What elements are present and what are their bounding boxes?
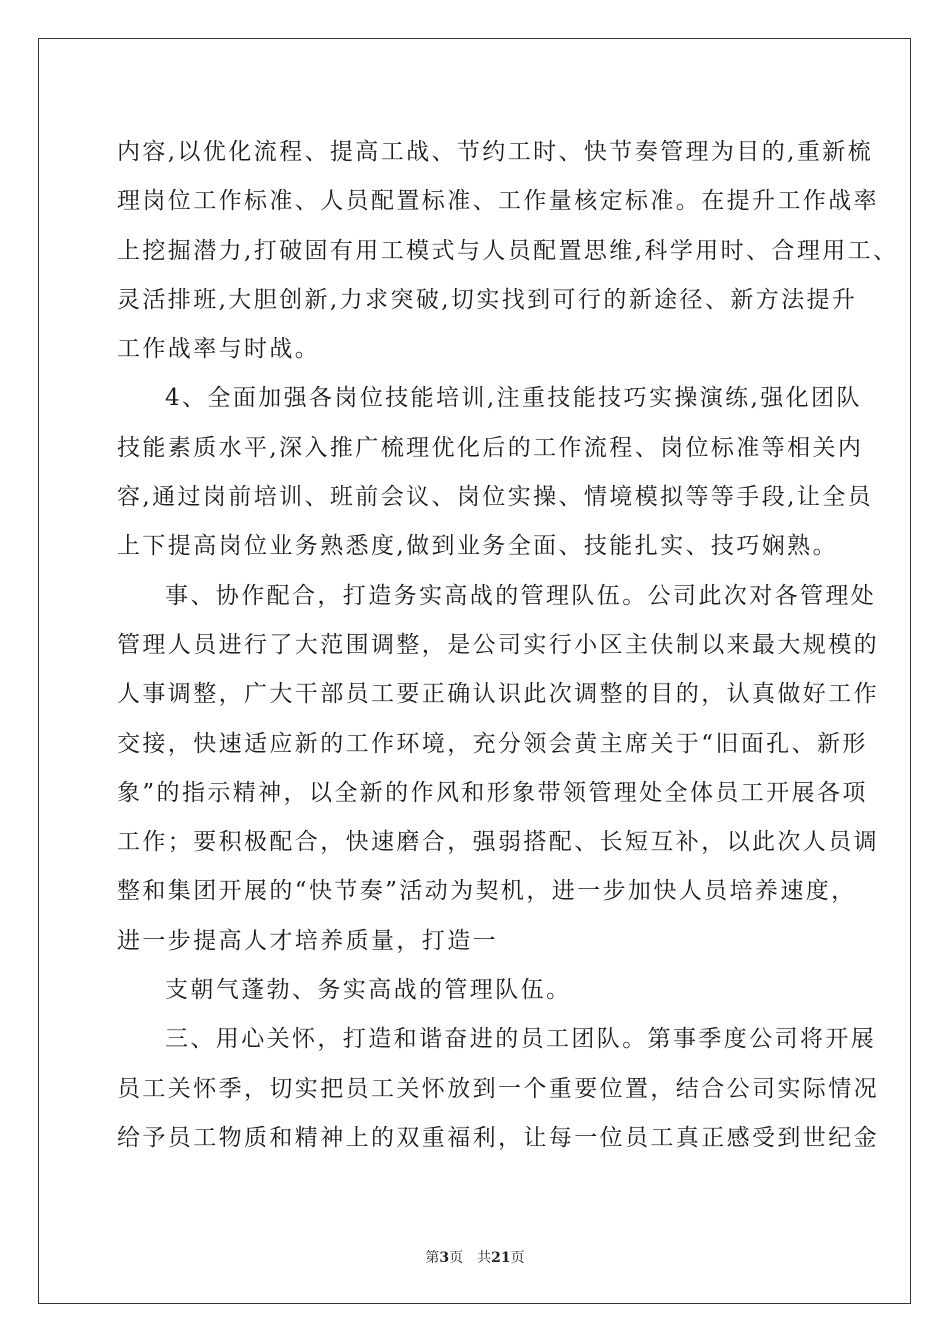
body-line-11: 管理人员进行了大范围调整，是公司实行小区主伕制以来最大规模的 xyxy=(117,631,879,658)
body-line-12: 人事调整，广大干部员工要正确认识此次调整的目的，认真做好工作 xyxy=(117,681,879,708)
body-line-4: 灵活排班,大胆创新,力求突破,切实找到可行的新途径、新方法提升 xyxy=(117,286,858,313)
body-line-7: 技能素质水平,深入推广梳理优化后的工作流程、岗位标准等相关内 xyxy=(117,434,864,461)
body-line-9: 上下提高岗位业务熟悉度,做到业务全面、技能扎实、技巧娴熟。 xyxy=(117,533,838,560)
footer-total-prefix: 共 xyxy=(477,1250,492,1266)
body-line-3: 上挖掘潜力,打破固有用工模式与人员配置思维,科学用时、合理用工、 xyxy=(117,237,899,264)
body-line-1: 内容,以优化流程、提高工战、节约工时、快节奏管理为目的,重新梳 xyxy=(117,139,874,165)
body-line-5: 工作战率与时战。 xyxy=(117,336,321,363)
footer-total-suffix: 页 xyxy=(510,1250,525,1266)
body-line-13: 交接，快速适应新的工作环境，充分领会黄主席关于“旧面孔、新形 xyxy=(117,730,868,757)
footer-page-current: 3 xyxy=(439,1250,450,1266)
document-body xyxy=(117,128,899,1163)
footer-page-prefix: 第 xyxy=(425,1250,440,1266)
body-line-17: 进一步提高人才培养质量，打造一 xyxy=(117,927,498,954)
body-line-15: 工作；要积极配合，快速磨合，强弱搭配、长短互补，以此次人员调 xyxy=(117,829,879,856)
footer-page-total: 21 xyxy=(491,1250,511,1266)
body-line-8: 容,通过岗前培训、班前会议、岗位实操、情境模拟等等手段,让全员 xyxy=(117,484,874,511)
body-line-19: 三、用心关怀，打造和谐奋进的员工团队。第事季度公司将开展 xyxy=(165,1026,877,1053)
body-line-20: 员工关怀季，切实把员工关怀放到一个重要位置，结合公司实际情况 xyxy=(117,1075,879,1102)
body-line-18: 支朝气蓬勃、务实高战的管理队伍。 xyxy=(165,977,572,1004)
footer-page-suffix: 页 xyxy=(449,1250,464,1266)
body-line-21: 给予员工物质和精神上的双重福利，让每一位员工真正感受到世纪金 xyxy=(117,1124,879,1151)
body-line-6: 4、全面加强各岗位技能培训,注重技能技巧实操演练,强化团队 xyxy=(165,385,862,412)
body-line-14: 象”的指示精神，以全新的作风和形象带领管理处全体员工开展各项 xyxy=(117,779,868,806)
body-line-10: 事、协作配合，打造务实高战的管理队伍。公司此次对各管理处 xyxy=(165,582,877,609)
page-footer xyxy=(0,1247,950,1267)
body-line-16: 整和集团开展的“快节奏”活动为契机，进一步加快人员培养速度， xyxy=(117,878,857,905)
body-line-2: 理岗位工作标准、人员配置标准、工作量核定标准。在提升工作战率 xyxy=(117,188,879,215)
